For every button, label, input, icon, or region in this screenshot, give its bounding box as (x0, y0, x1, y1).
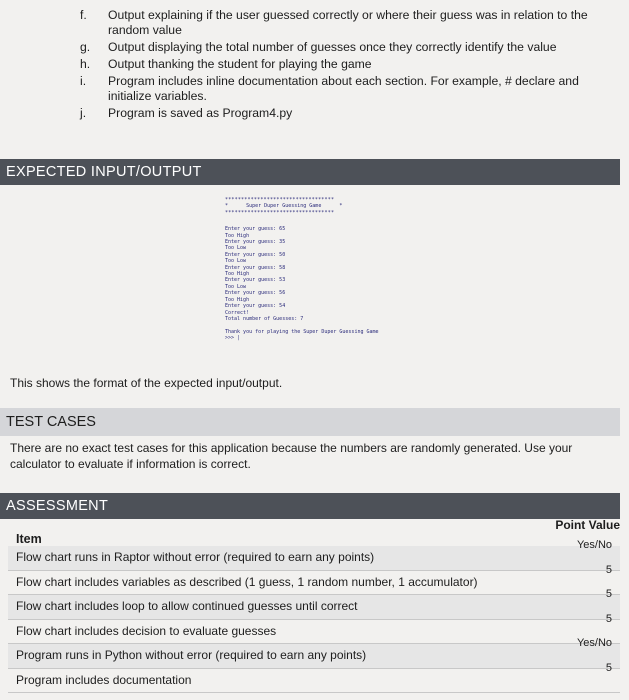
test-cases-text: There are no exact test cases for this application because the numbers are randomly generated. Use your calculator to evaluate if information is correct. (10, 441, 573, 471)
requirement-marker: h. (80, 57, 91, 71)
table-row (8, 612, 620, 645)
console-line: Enter your guess: 50 (225, 251, 286, 258)
requirement-item (80, 8, 620, 38)
console-line: Enter your guess: 53 (225, 277, 286, 284)
expected-io-heading: EXPECTED INPUT/OUTPUT (0, 159, 620, 185)
console-line: Enter your guess: 56 (225, 290, 286, 297)
row-item: Program runs in Python without error (required to earn any points) (16, 648, 367, 662)
row-value: 5 (605, 661, 612, 674)
console-title: * Super Duper Guessing Game * (225, 203, 343, 210)
test-cases-heading: TEST CASES (0, 408, 620, 436)
requirement-text: Output thanking the student for playing the game (108, 57, 372, 71)
row-value: 5 (605, 563, 612, 576)
requirement-item (80, 40, 620, 55)
console-line: Enter your guess: 65 (225, 226, 286, 233)
table-row (8, 637, 620, 669)
console-line: Correct! (225, 309, 250, 316)
row-value: Yes/No (576, 539, 612, 551)
console-line: Too Low (225, 258, 247, 265)
console-line: Enter your guess: 54 (225, 303, 286, 310)
console-line: >>> | (225, 335, 241, 342)
table-row (8, 588, 620, 620)
requirement-text: Program includes inline documentation about each section. For example, # declare and initialize variables. (108, 74, 579, 103)
row-item: Program includes documentation (16, 672, 192, 687)
console-line: Too High (225, 232, 250, 239)
console-stars: ********************************** (225, 209, 335, 216)
requirement-item (80, 106, 620, 121)
console-line: Thank you for playing the Super Duper Guessing Game (225, 328, 379, 335)
console-line: Enter your guess: 35 (225, 239, 286, 246)
requirement-marker: f. (80, 8, 87, 22)
table-row (8, 661, 620, 694)
console-line: Too High (225, 271, 250, 278)
row-item: Flow chart runs in Raptor without error (required to earn any points) (16, 550, 375, 564)
requirement-item (80, 74, 620, 104)
column-header-item: Item (16, 532, 42, 546)
expected-io-caption: This shows the format of the expected input/output. (10, 376, 283, 390)
requirement-marker: i. (80, 74, 87, 88)
assessment-heading: ASSESSMENT (0, 493, 620, 519)
row-value: 5 (605, 588, 612, 600)
table-row (8, 563, 620, 596)
requirement-text: Output displaying the total number of guesses once they correctly identify the value (108, 40, 557, 54)
console-lines (225, 226, 385, 341)
requirement-text: Output explaining if the user guessed correctly or where their guess was in relation to the random value (108, 8, 588, 37)
console-stars: ********************************** (225, 197, 335, 203)
console-line: Too High (225, 296, 250, 303)
console-output (225, 197, 385, 367)
console-line: Enter your guess: 58 (225, 264, 286, 271)
row-value: Yes/No (576, 637, 612, 649)
requirement-item (80, 57, 620, 72)
column-header-point-value: Point Value (555, 518, 620, 532)
requirement-text: Program is saved as Program4.py (108, 106, 293, 120)
console-line: Too Low (225, 283, 247, 290)
console-line: Total number of Guesses: 7 (225, 315, 304, 322)
row-item: Flow chart includes decision to evaluate guesses (16, 623, 277, 638)
requirements-list (80, 8, 620, 123)
row-item: Flow chart includes variables as described (1 guess, 1 random number, 1 accumulator) (16, 574, 478, 589)
requirement-marker: g. (80, 40, 91, 54)
row-value: 5 (605, 612, 612, 625)
row-item: Flow chart includes loop to allow continued guesses until correct (16, 599, 358, 613)
console-line: Too Low (225, 245, 247, 252)
requirement-marker: j. (80, 106, 87, 120)
